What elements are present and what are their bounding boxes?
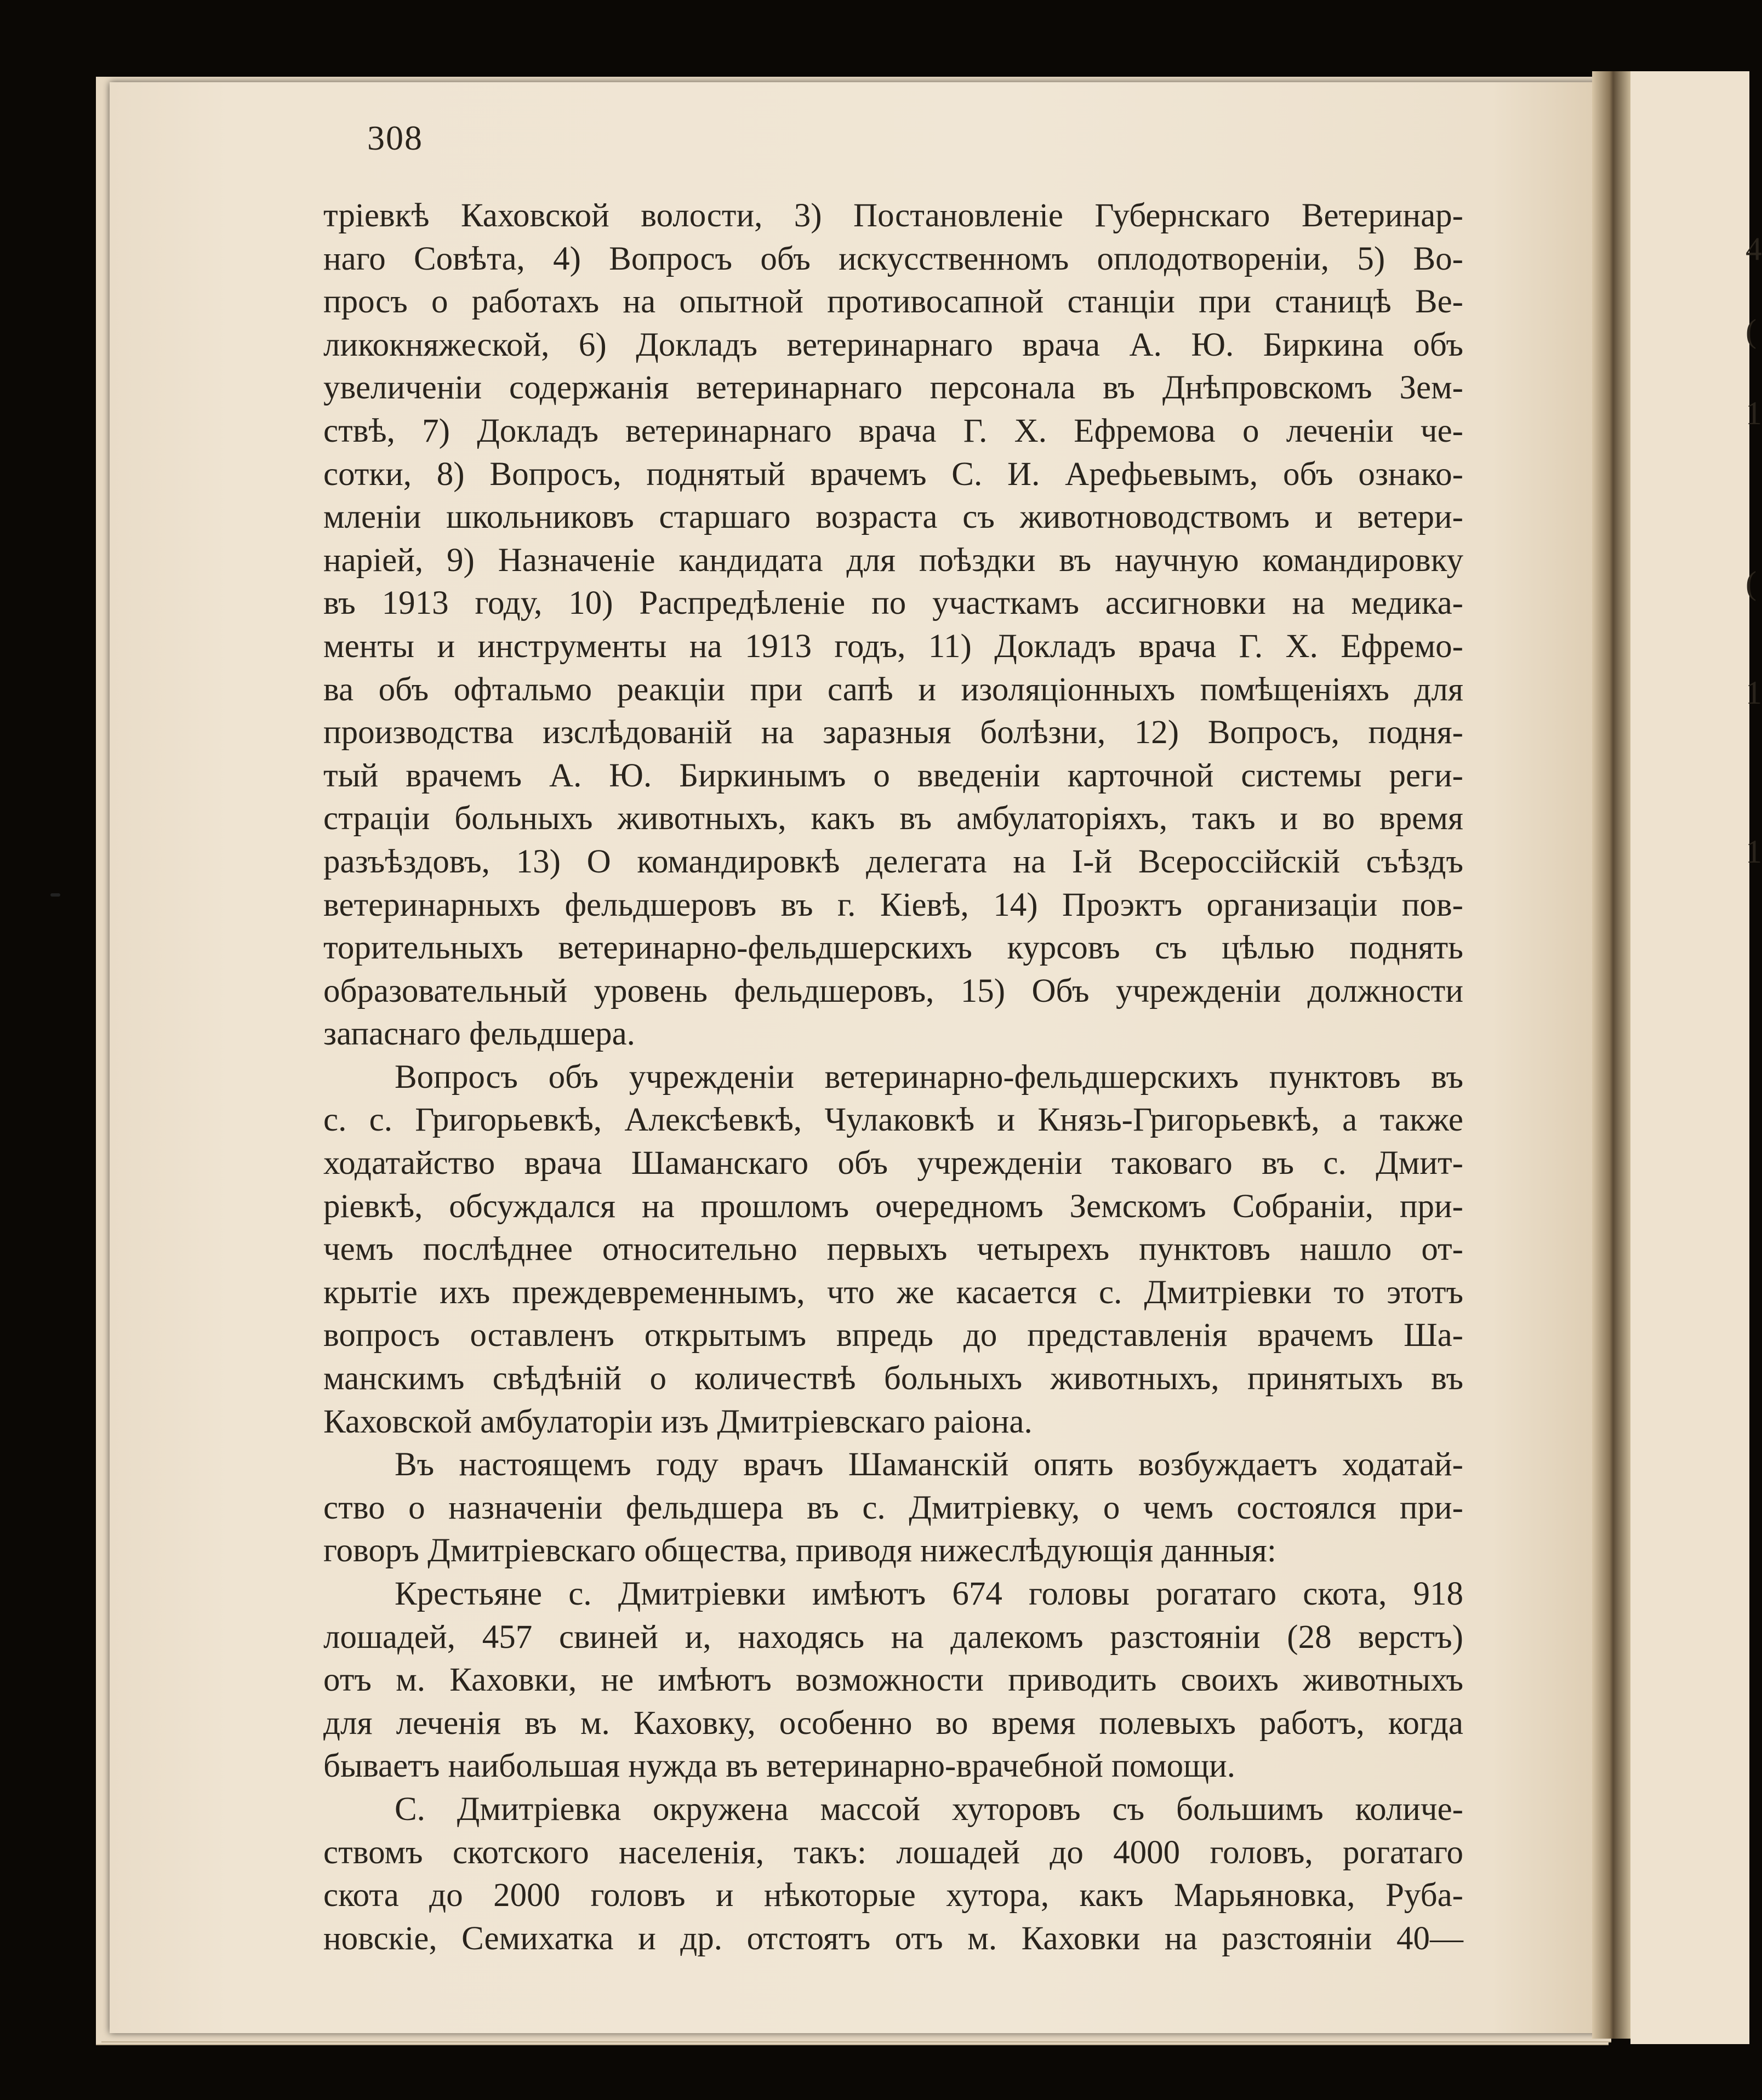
body-text xyxy=(323,195,1463,1960)
text-line: бываетъ наибольшая нужда въ ветеринарно-врачебной помощи. xyxy=(323,1748,1236,1785)
text-line: Въ настоящемъ году врачъ Шаманскій опять возбуждаетъ ходатай- xyxy=(395,1446,1463,1483)
text-line: крытіе ихъ преждевременнымъ, что же касается с. Дмитріевки то этотъ xyxy=(323,1274,1463,1311)
facing-page-edge xyxy=(1630,71,1762,2044)
facing-page-fragment: ( xyxy=(1746,565,1757,601)
text-line: Вопросъ объ учрежденіи ветеринарно-фельдшерскихъ пунктовъ въ xyxy=(395,1058,1463,1095)
facing-page-fragment: 1 xyxy=(1746,675,1762,711)
text-line: страціи больныхъ животныхъ, какъ въ амбулаторіяхъ, такъ и во время xyxy=(323,800,1463,837)
text-line: чемъ послѣднее относительно первыхъ четырехъ пунктовъ нашло от- xyxy=(323,1231,1463,1268)
text-line: новскіе, Семихатка и др. отстоятъ отъ м. Каховки на разстояніи 40— xyxy=(323,1920,1463,1957)
text-line: ва объ офтальмо реакціи при сапѣ и изоляціонныхъ помѣщеніяхъ для xyxy=(323,671,1463,708)
text-line: лошадей, 457 свиней и, находясь на далекомъ разстояніи (28 верстъ) xyxy=(323,1618,1463,1656)
facing-page-fragment: 1 xyxy=(1746,395,1762,431)
text-line: говоръ Дмитріевскаго общества, приводя нижеслѣдующія данныя: xyxy=(323,1532,1276,1570)
text-line: наріей, 9) Назначеніе кандидата для поѣздки въ научную командировку xyxy=(323,541,1463,579)
text-line: сотки, 8) Вопросъ, поднятый врачемъ С. И. Арефьевымъ, объ ознако- xyxy=(323,455,1463,493)
facing-page-fragment: 4 xyxy=(1746,231,1762,267)
text-line: просъ о работахъ на опытной противосапной станціи при станицѣ Ве- xyxy=(323,283,1463,321)
text-line: торительныхъ ветеринарно-фельдшерскихъ курсовъ съ цѣлью поднять xyxy=(323,929,1463,967)
text-line: мленіи школьниковъ старшаго возраста съ животноводствомъ и ветери- xyxy=(323,499,1463,536)
text-line: с. с. Григорьевкѣ, Алексѣевкѣ, Чулаковкѣ и Князь-Григорьевкѣ, а также xyxy=(323,1102,1463,1139)
text-line: образовательный уровень фельдшеровъ, 15) Объ учрежденіи должности xyxy=(323,972,1463,1009)
text-line: С. Дмитріевка окружена массой хуторовъ съ большимъ количе- xyxy=(395,1790,1463,1828)
text-line: производства изслѣдованій на заразныя болѣзни, 12) Вопросъ, подня- xyxy=(323,714,1463,751)
text-line: наго Совѣта, 4) Вопросъ объ искусственномъ оплодотвореніи, 5) Во- xyxy=(323,240,1463,277)
text-line: Крестьяне с. Дмитріевки имѣютъ 674 головы рогатаго скота, 918 xyxy=(395,1576,1463,1612)
text-line: ство о назначеніи фельдшера въ с. Дмитріевку, о чемъ состоялся при- xyxy=(323,1489,1463,1526)
book-gutter xyxy=(1592,71,1630,2039)
text-line: въ 1913 году, 10) Распредѣленіе по участкамъ ассигновки на медика- xyxy=(323,585,1463,622)
text-line: увеличеніи содержанія ветеринарнаго персонала въ Днѣпровскомъ Зем- xyxy=(323,369,1463,407)
text-line: скота до 2000 головъ и нѣкоторые хутора, какъ Марьяновка, Руба- xyxy=(323,1877,1463,1914)
text-line: тый врачемъ А. Ю. Биркинымъ о введеніи карточной системы реги- xyxy=(323,757,1463,794)
dust-speck xyxy=(50,893,60,897)
text-line: ликокняжеской, 6) Докладъ ветеринарнаго врача А. Ю. Биркина объ xyxy=(323,326,1463,363)
facing-page-fragment: ( xyxy=(1746,313,1757,349)
text-line: ствѣ, 7) Докладъ ветеринарнаго врача Г. Х. Ефремова о леченіи че- xyxy=(323,412,1463,449)
text-line: манскимъ свѣдѣній о количествѣ больныхъ животныхъ, принятыхъ въ xyxy=(323,1360,1463,1397)
text-line: отъ м. Каховки, не имѣютъ возможности приводить своихъ животныхъ xyxy=(323,1662,1463,1699)
text-line: для леченія въ м. Каховку, особенно во время полевыхъ работъ, когда xyxy=(323,1704,1463,1742)
text-line: ходатайство врача Шаманскаго объ учрежденіи таковаго въ с. Дмит- xyxy=(323,1145,1463,1182)
text-line: вопросъ оставленъ открытымъ впредь до представленія врачемъ Ша- xyxy=(323,1317,1463,1354)
facing-page-fragment: 1 xyxy=(1746,834,1762,870)
text-line: ствомъ скотского населенія, такъ: лошадей до 4000 головъ, рогатаго xyxy=(323,1834,1463,1871)
text-line: запаснаго фельдшера. xyxy=(323,1015,635,1053)
text-line: разъѣздовъ, 13) О командировкѣ делегата на I-й Всероссійскій съѣздъ xyxy=(323,843,1463,880)
text-line: менты и инструменты на 1913 годъ, 11) Докладъ врача Г. Х. Ефремо- xyxy=(323,627,1463,665)
text-line: ріевкѣ, обсуждался на прошломъ очередномъ Земскомъ Собраніи, при- xyxy=(323,1188,1463,1225)
text-line: Каховской амбулаторіи изъ Дмитріевскаго раіона. xyxy=(323,1403,1033,1440)
page-number: 308 xyxy=(367,118,423,157)
text-line: ветеринарныхъ фельдшеровъ въ г. Кіевѣ, 14) Проэктъ организаціи пов- xyxy=(323,886,1463,923)
text-line: тріевкѣ Каховской волости, 3) Постановленіе Губернскаго Ветеринар- xyxy=(323,197,1463,234)
